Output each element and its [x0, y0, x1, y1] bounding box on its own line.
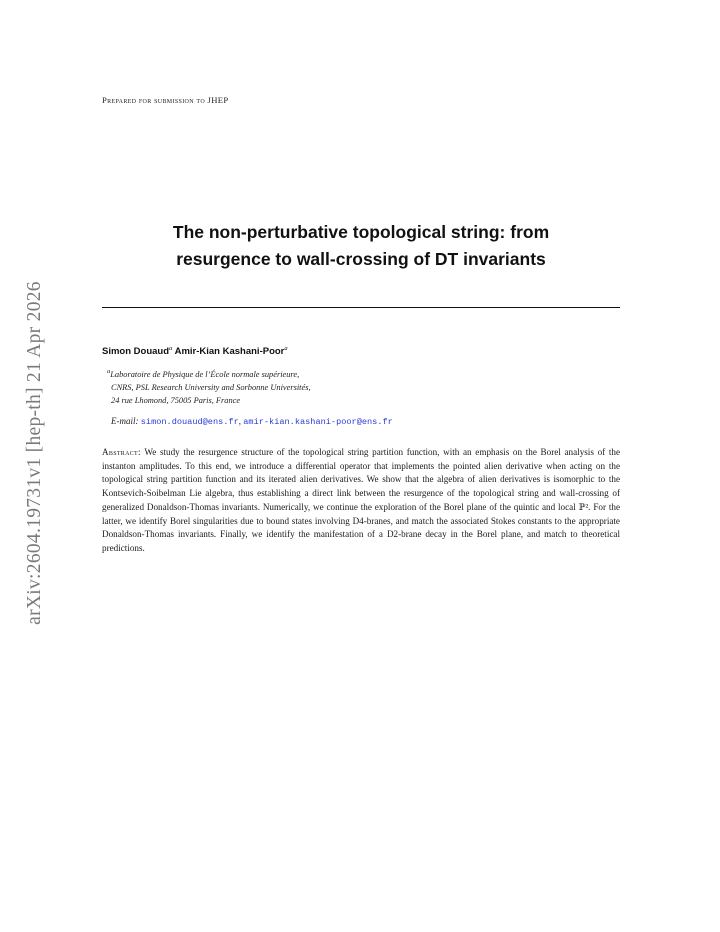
email-label: E-mail:: [111, 416, 139, 426]
affiliation-line: 24 rue Lhomond, 75005 Paris, France: [111, 396, 241, 405]
abstract-label: Abstract:: [102, 447, 141, 457]
abstract: [102, 446, 620, 556]
arxiv-stamp-text: arXiv:2604.19731v1 [hep-th] 21 Apr 2026: [24, 281, 46, 625]
title-line-1: The non-perturbative topological string: from: [172, 222, 550, 242]
affiliation-line: CNRS, PSL Research University and Sorbonne Universités,: [111, 383, 311, 392]
author-affiliation-mark: a: [284, 345, 288, 352]
email-separator: ,: [238, 416, 241, 426]
author-name: Simon Douaud: [102, 346, 170, 357]
arxiv-identifier-stamp: [20, 258, 50, 648]
email-link-kashani-poor[interactable]: amir-kian.kashani-poor@ens.fr: [243, 417, 393, 427]
email-link-douaud[interactable]: simon.douaud@ens.fr: [140, 417, 239, 427]
author-list: [102, 345, 288, 357]
author-affiliation-mark: a: [169, 345, 173, 352]
affiliation-mark: a: [107, 368, 111, 375]
journal-submission-note: Prepared for submission to JHEP: [102, 95, 229, 105]
affiliation-line: $^a$Laboratoire de Physique de l’École normale supérieure,: [107, 368, 300, 379]
affiliation-block: [107, 365, 311, 407]
paper-title: [102, 219, 620, 273]
email-line: [111, 416, 393, 427]
title-rule: [102, 307, 620, 308]
title-line-2: resurgence to wall-crossing of DT invariants: [176, 249, 546, 269]
abstract-text: We study the resurgence structure of the topological string partition function, with an emphasis on the Borel analysis of the instanton amplitudes. To this end, we introduce a differential operator that implements the pointed alien derivative when acting on the topological string partition function and its iterated alien derivatives. We show that the algebra of alien derivatives is isomorphic to the Kontsevich-Soibelman Lie algebra, thus establishing a direct link between the resurgence of the topological string and wall-crossing of generalized Donaldson-Thomas invariants. Numerically, we continue the exploration of the Borel plane of the quintic and local ℙ². For the latter, we identify Borel singularities due to bound states involving D4-branes, and match the associated Stokes constants to the appropriate Donaldson-Thomas invariants. Finally, we identify the manifestation of a D2-brane decay in the Borel plane, and match to theoretical predictions.: [102, 447, 620, 553]
author-name: Amir-Kian Kashani-Poor: [174, 346, 285, 357]
